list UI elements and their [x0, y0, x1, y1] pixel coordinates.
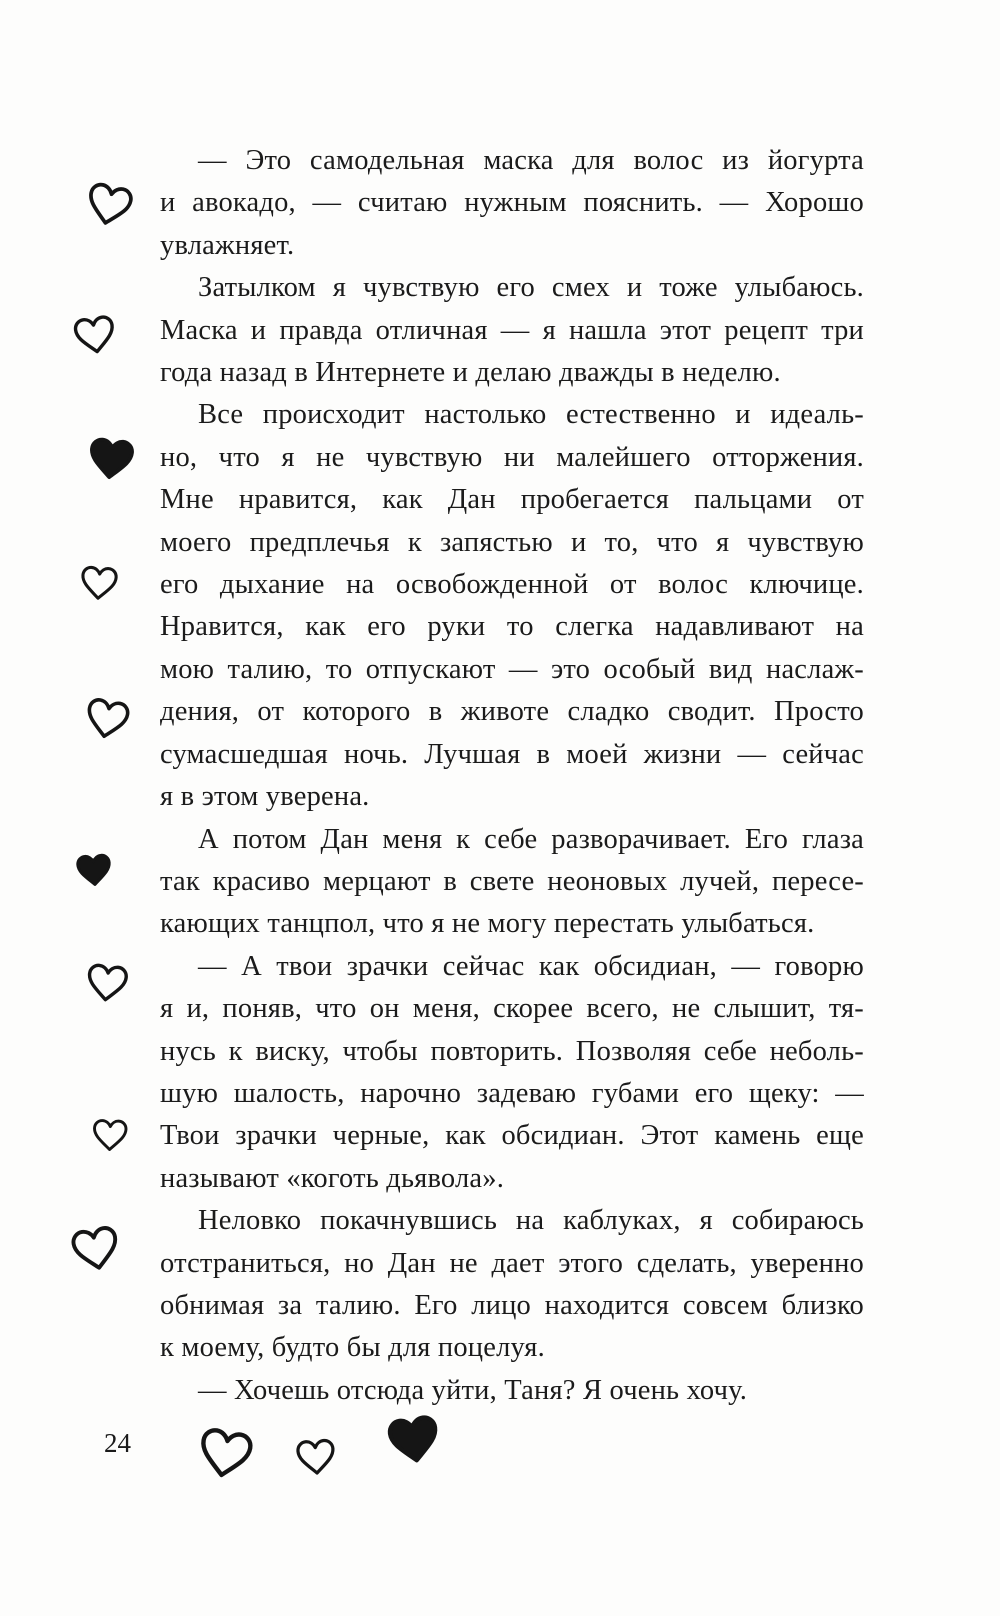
text-line: Маска и правда отличная — я нашла этот рецепт три: [160, 314, 864, 346]
heart-outline-icon: [79, 564, 120, 605]
text-line: дения, от которого в животе сладко сводит. Просто: [160, 696, 864, 728]
heart-filled-icon: [86, 435, 137, 486]
paragraph: [160, 394, 864, 818]
heart-filled-icon: [75, 852, 113, 890]
text-line: и авокадо, — считаю нужным пояснить. — Хорошо: [160, 187, 864, 219]
text-block: [160, 140, 864, 1412]
heart-outline-icon: [82, 695, 133, 746]
text-line: мою талию, то отпускают — это особый вид наслаж-: [160, 653, 864, 685]
text-line: к моему, будто бы для поцелуя.: [160, 1332, 545, 1364]
text-line: сумасшедшая ночь. Лучшая в моей жизни — сейчас: [160, 738, 864, 770]
text-line: Мне нравится, как Дан пробегается пальцами от: [160, 484, 864, 516]
heart-outline-icon: [295, 1437, 338, 1480]
text-line: шую шалость, нарочно задеваю губами его щеку: —: [160, 1077, 864, 1109]
page-number: 24: [104, 1428, 131, 1458]
text-line: Неловко покачнувшись на каблуках, я собираюсь: [198, 1205, 864, 1237]
text-line: Затылком я чувствую его смех и тоже улыбаюсь.: [198, 272, 864, 304]
heart-outline-icon: [82, 179, 137, 234]
heart-outline-icon: [84, 961, 130, 1007]
paragraph: [160, 1370, 864, 1412]
heart-outline-icon: [68, 1222, 124, 1278]
heart-outline-icon: [71, 312, 118, 359]
text-line: — А твои зрачки сейчас как обсидиан, — говорю: [198, 950, 864, 982]
text-line: но, что я не чувствую ни малейшего отторжения.: [160, 441, 864, 473]
paragraph: [160, 946, 864, 1200]
text-line: нусь к виску, чтобы повторить. Позволяя себе неболь-: [160, 1035, 864, 1067]
text-line: я в этом уверена.: [160, 781, 370, 813]
text-line: — Хочешь отсюда уйти, Таня? Я очень хочу.: [198, 1374, 748, 1406]
text-line: увлажняет.: [160, 229, 295, 261]
heart-filled-icon: [385, 1412, 444, 1471]
paragraph: [160, 1200, 864, 1370]
text-line: так красиво мерцают в свете неоновых лучей, пересе-: [160, 865, 864, 897]
text-line: обнимая за талию. Его лицо находится совсем близко: [160, 1289, 864, 1321]
paragraph: [160, 140, 864, 267]
text-line: я и, поняв, что он меня, скорее всего, не слышит, тя-: [160, 993, 864, 1025]
text-line: называют «коготь дьявола».: [160, 1162, 505, 1194]
text-line: его дыхание на освобожденной от волос ключице.: [160, 569, 864, 601]
heart-outline-icon: [194, 1424, 257, 1487]
text-line: кающих танцпол, что я не могу перестать улыбаться.: [160, 908, 815, 940]
paragraph: [160, 819, 864, 946]
text-line: моего предплечья к запястью и то, что я чувствую: [160, 526, 864, 558]
text-line: отстраниться, но Дан не дает этого сделать, уверенно: [160, 1247, 864, 1279]
text-line: А потом Дан меня к себе разворачивает. Его глаза: [198, 823, 864, 855]
paragraph: [160, 267, 864, 394]
text-line: года назад в Интернете и делаю дважды в неделю.: [160, 357, 781, 389]
text-line: Твои зрачки черные, как обсидиан. Этот камень еще: [160, 1120, 864, 1152]
text-line: — Это самодельная маска для волос из йогурта: [198, 145, 864, 176]
text-line: Нравится, как его руки то слегка надавливают на: [160, 611, 864, 643]
text-line: Все происходит настолько естественно и идеаль-: [198, 399, 864, 431]
heart-outline-icon: [91, 1117, 128, 1154]
